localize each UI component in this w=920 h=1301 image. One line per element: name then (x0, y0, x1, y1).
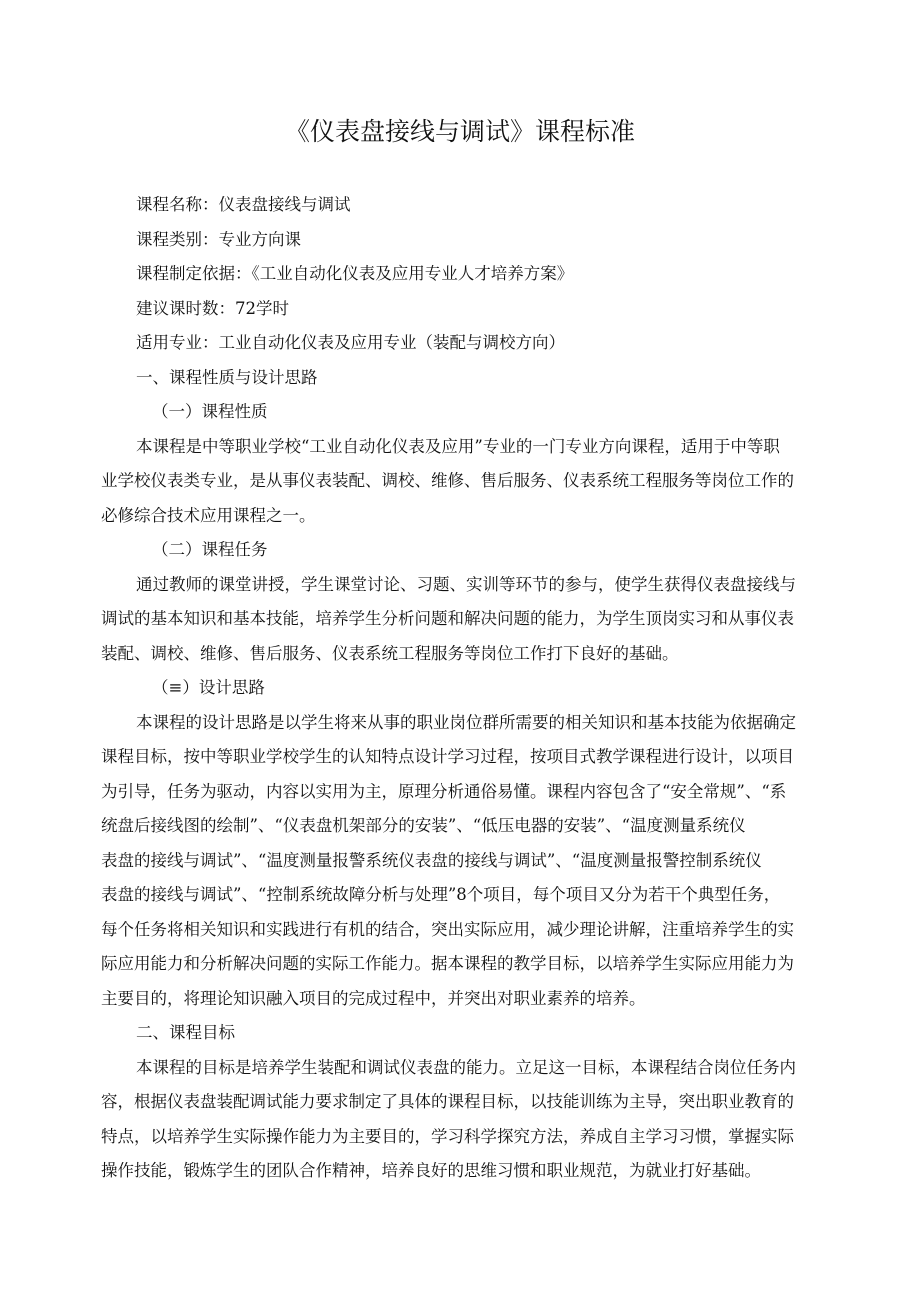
meta-basis: 课程制定依据：《工业自动化仪表及应用专业人才培养方案》 (136, 264, 574, 283)
paragraph-line: 本课程的目标是培养学生装配和调试仪表盘的能力。立足这一目标，本课程结合岗位任务内 (136, 1057, 796, 1077)
section-heading-1: 一、课程性质与设计思路 (136, 367, 318, 387)
paragraph-line: 际应用能力和分析解决问题的实际工作能力。据本课程的教学目标，以培养学生实际应用能力为 (101, 954, 794, 973)
paragraph-line: 为引导，任务为驱动，内容以实用为主，原理分析通俗易懂。课程内容包含了“安全常规”、“系 (101, 781, 787, 801)
paragraph-line: 必修综合技术应用课程之一。 (101, 505, 316, 525)
subsection-heading-design: （≡）设计思路 (152, 678, 265, 697)
paragraph-goals (101, 1051, 829, 1189)
paragraph-line: 课程目标，按中等职业学校学生的认知特点设计学习过程，按项目式教学课程进行设计，以项目 (101, 747, 794, 766)
meta-course-type: 课程类别：专业方向课 (136, 229, 301, 249)
paragraph-line: 每个任务将相关知识和实践进行有机的结合，突出实际应用，减少理论讲解，注重培养学生的实 (101, 919, 794, 939)
meta-course-name: 课程名称：仪表盘接线与调试 (136, 195, 351, 214)
subsection-heading-task: （二）课程任务 (152, 540, 268, 559)
meta-hours: 建议课时数：72学时 (136, 298, 289, 318)
paragraph-nature (101, 430, 829, 534)
paragraph-line: 统盘后接线图的绘制”、“仪表盘机架部分的安装”、“低压电器的安装”、“温度测量系统仪 (101, 816, 746, 835)
meta-major: 适用专业：工业自动化仪表及应用专业（装配与调校方向） (136, 333, 565, 352)
paragraph-line: 表盘的接线与调试”、“温度测量报警系统仪表盘的接线与调试”、“温度测量报警控制系统仪 (101, 850, 762, 870)
paragraph-line: 主要目的，将理论知识融入项目的完成过程中，并突出对职业素养的培养。 (101, 988, 646, 1008)
paragraph-line: 操作技能，锻炼学生的团队合作精神，培养良好的思维习惯和职业规范，为就业打好基础。 (101, 1161, 761, 1180)
subsection-heading-nature: （一）课程性质 (152, 402, 268, 421)
paragraph-line: 容，根据仪表盘装配调试能力要求制定了具体的课程目标，以技能训练为主导，突出职业教育的 (101, 1092, 794, 1111)
section-heading-2: 二、课程目标 (136, 1023, 235, 1042)
paragraph-line: 通过教师的课堂讲授，学生课堂讨论、习题、实训等环节的参与，使学生获得仪表盘接线与 (136, 574, 796, 594)
paragraph-line: 本课程的设计思路是以学生将来从事的职业岗位群所需要的相关知识和基本技能为依据确定 (136, 712, 796, 732)
paragraph-line: 业学校仪表类专业，是从事仪表装配、调校、维修、售后服务、仪表系统工程服务等岗位工作的 (101, 471, 794, 490)
document-title: 《仪表盘接线与调试》课程标准 (284, 117, 635, 146)
paragraph-line: 装配、调校、维修、售后服务、仪表系统工程服务等岗位工作打下良好的基础。 (101, 643, 679, 663)
paragraph-task (101, 568, 829, 672)
paragraph-line: 调试的基本知识和基本技能，培养学生分析问题和解决问题的能力，为学生顶岗实习和从事仪表 (101, 609, 794, 628)
document-body (101, 188, 829, 1189)
paragraph-line: 本课程是中等职业学校“工业自动化仪表及应用”专业的一门专业方向课程，适用于中等职 (136, 436, 780, 456)
paragraph-line: 表盘的接线与调试”、“控制系统故障分析与处理”8个项目，每个项目又分为若干个典型任务， (101, 885, 781, 904)
paragraph-design (101, 706, 829, 1017)
paragraph-line: 特点，以培养学生实际操作能力为主要目的，学习科学探究方法，养成自主学习习惯，掌握实际 (101, 1126, 794, 1146)
